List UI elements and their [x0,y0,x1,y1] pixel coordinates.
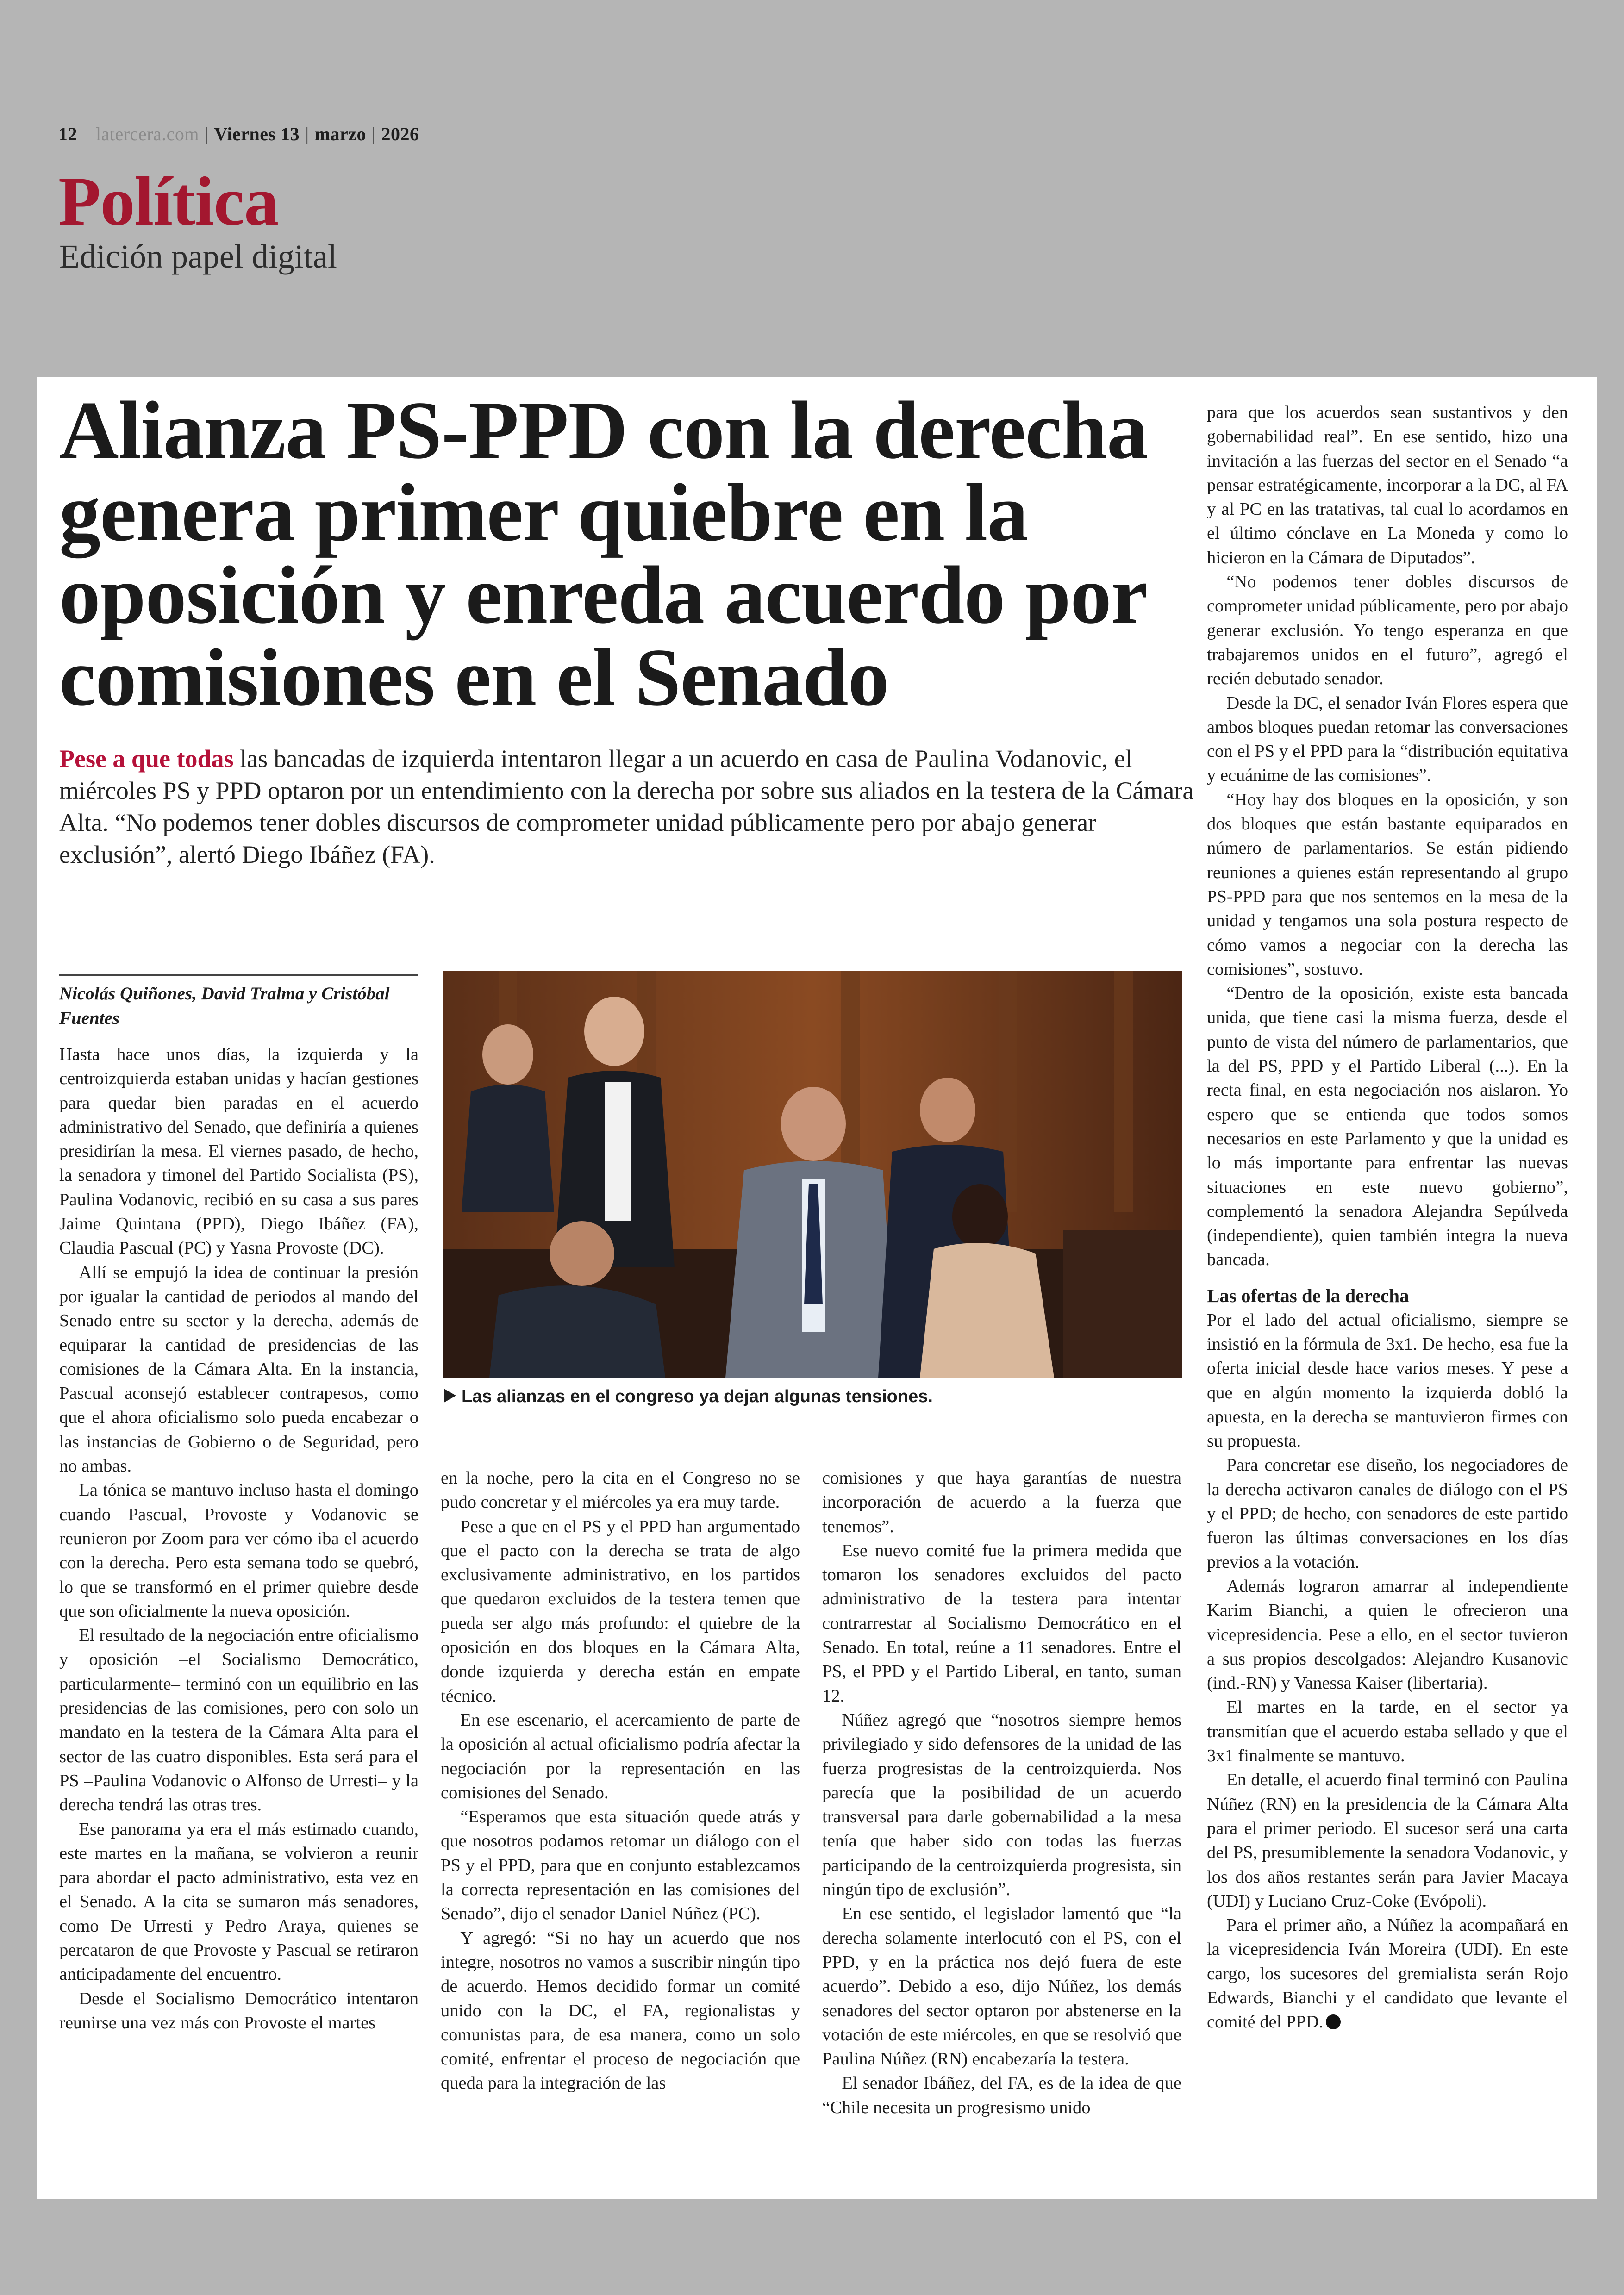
issue-month: marzo [314,124,366,144]
paragraph: Pese a que en el PS y el PPD han argumentado que el pacto con la derecha se trata de algo exclusivamente administrativo, en los partidos que quedaron excluidos de la testera temen que pueda ser algo más profundo: el quiebre de la oposición en dos bloques en la Cámara Alta, donde izquierda y derecha están en empate técnico. [441,1516,800,1706]
paragraph: En ese sentido, el legislador lamentó que “la derecha solamente interlocutó con el PS, con el PPD, y en la práctica nos dejó fuera de este acuerdo”. Debido a eso, dijo Núñez, los demás senadores del sector optaron por abstenerse en la votación de este miércoles, en que se resolvió que Paulina Núñez (RN) encabezaría la testera. [822,1904,1181,2069]
headline: Alianza PS-PPD con la derecha genera primer quiebre en la oposición y enreda acuerdo por comisiones en el Senado [59,384,1148,723]
photo-caption [443,1385,1182,1408]
paragraph: Ese nuevo comité fue la primera medida que tomaron los senadores excluidos del pacto administrativo de la testera para intentar contrarrestar al Socialismo Democrático en el Senado. En total, reúne a 11 senadores. Entre el PS, el PPD y el Partido Liberal, en tanto, suman 12. [822,1540,1181,1706]
paragraph: comisiones y que haya garantías de nuestra incorporación de acuerdo a la fuerza que tenemos”. [822,1468,1181,1536]
article-deck [59,743,1207,871]
senate-chamber-photo [443,971,1182,1378]
paragraph: En detalle, el acuerdo final terminó con Paulina Núñez (RN) en la presidencia de la Cámara Alta para el primer periodo. El sucesor será una carta del PS, presumiblemente la senadora Vodanovic, y los dos años restantes serán para Javier Macaya (UDI) y Luciano Cruz-Coke (Evópoli). [1207,1770,1568,1911]
deck-text: las bancadas de izquierda intentaron llegar a un acuerdo en casa de Paulina Vodanovic, el miércoles PS y PPD optaron por un entendimiento con la derecha por sobre sus aliados en la testera de la Cámara Alta. “No podemos tener dobles discursos de comprometer unidad públicamente pero por abajo generar exclusión”, alertó Diego Ibáñez (FA). [59,745,1194,868]
paragraph: El martes en la tarde, en el sector ya transmitían que el acuerdo estaba sellado y que el 3x1 finalmente se mantuvo. [1207,1697,1568,1766]
article-column-2 [441,1466,800,2095]
paragraph: La tónica se mantuvo incluso hasta el domingo cuando Pascual, Provoste y Vodanovic se reunieron por Zoom para ver cómo iba el acuerdo con la derecha. Pero esta semana todo se quebró, lo que se transformó en el primer quiebre desde que son oficialmente la nueva oposición. [59,1480,418,1621]
issue-year: 2026 [381,124,419,144]
article-page [37,377,1597,2199]
deck-kicker: Pese a que todas [59,745,234,773]
paragraph: Núñez agregó que “nosotros siempre hemos privilegiado y sido defensores de la unidad de las fuerza progresistas de la centroizquierda. Nos parecía que la posibilidad de un acuerdo transversal para darle gobernabilidad a la mesa tenía que haber sido con todas las fuerzas participando de la centroizquierda progresista, sin ningún tipo de exclusión”. [822,1710,1181,1900]
paragraph: El senador Ibáñez, del FA, es de la idea de que “Chile necesita un progresismo unido [822,2073,1181,2117]
section-title: Política [58,163,279,240]
paragraph: “Hoy hay dos bloques en la oposición, y son dos bloques que están bastante equiparados en número de parlamentarios. Se están pidiendo reuniones a quienes están representando al grupo PS-PPD para que nos sentemos en la mesa de la unidad y tengamos una sola postura respecto de cómo vamos a negociar con la derecha las comisiones”, sostuvo. [1207,790,1568,979]
page-number: 12 [58,124,77,144]
caption-arrow-icon [443,1388,457,1403]
end-mark-icon [1326,2014,1341,2029]
paragraph: en la noche, pero la cita en el Congreso no se pudo concretar y el miércoles ya era muy tarde. [441,1468,800,1512]
subheading: Las ofertas de la derecha [1207,1285,1409,1306]
article-column-1 [59,1042,418,2035]
page-folio: 12 latercera.com | Viernes 13 | marzo | 2026 [58,124,419,144]
paragraph: Desde la DC, el senador Iván Flores espera que ambos bloques puedan retomar las conversaciones con el PS y el PPD para la “distribución equitativa y ecuánime de las comisiones”. [1207,693,1568,786]
paragraph: Hasta hace unos días, la izquierda y la centroizquierda estaban unidas y hacían gestiones para quedar bien paradas en el acuerdo administrativo del Senado, que definiría a quienes presidirían la mesa. El viernes pasado, de hecho, la senadora y timonel del Partido Socialista (PS), Paulina Vodanovic, recibió en su casa a sus pares Jaime Quintana (PPD), Diego Ibáñez (FA), Claudia Pascual (PC) y Yasna Provoste (DC). [59,1045,418,1258]
paragraph: Y agregó: “Si no hay un acuerdo que nos integre, nosotros no vamos a suscribir ningún tipo de acuerdo. Hemos decidido formar un comité unido con la DC, el FA, regionalistas y comunistas para, de esa manera, como un solo comité, enfrentar el proceso de negociación que queda para la integración de las [441,1928,800,2093]
paragraph: Desde el Socialismo Democrático intentaron reunirse una vez más con Provoste el martes [59,1989,418,2033]
issue-day: Viernes 13 [214,124,300,144]
article-column-3 [822,1466,1181,2120]
paragraph: Ese panorama ya era el más estimado cuando, este martes en la mañana, se volvieron a reunir para abordar el pacto administrativo, esta vez en el Senado. A la cita se sumaron más senadores, como De Urresti y Pedro Araya, quienes se percataron de que Provoste y Pascual se retiraron anticipadamente del encuentro. [59,1819,418,1984]
section-subtitle: Edición papel digital [59,238,337,275]
paragraph: El resultado de la negociación entre oficialismo y oposición –el Socialismo Democrático, particularmente– terminó con un equilibrio en las presidencias de las comisiones, pero con solo un mandato en la testera de la Cámara Alta para el sector de las cuatro disponibles. Esta será para el PS –Paulina Vodanovic o Alfonso de Urresti– y la derecha tendrá las otras tres. [59,1626,418,1815]
paragraph-text: Para el primer año, a Núñez la acompañará en la vicepresidencia Iván Moreira (UDI). En este cargo, los sucesores del gremialista serán Rojo Edwards, Bianchi y el candidato que levante el comité del PPD. [1207,1915,1568,2032]
paragraph: “Esperamos que esta situación quede atrás y que nosotros podamos retomar un diálogo con el PS y el PPD, para que en conjunto establezcamos la correcta representación en las comisiones del Senado”, dijo el senador Daniel Núñez (PC). [441,1807,800,1924]
paragraph: En ese escenario, el acercamiento de parte de la oposición al actual oficialismo podría afectar la negociación por la representación en las comisiones del Senado. [441,1710,800,1802]
article-photo [443,971,1182,1378]
caption-text: Las alianzas en el congreso ya dejan algunas tensiones. [462,1387,933,1406]
paragraph: Para concretar ese diseño, los negociadores de la derecha activaron canales de diálogo con el PS y el PPD; de hecho, con senadores de este partido fueron las últimas conversaciones en los días previos a la votación. [1207,1455,1568,1572]
paragraph: “No podemos tener dobles discursos de comprometer unidad públicamente, pero por abajo generar exclusión. Yo tengo esperanza en que trabajaremos unidos en el futuro”, agregó el recién debutado senador. [1207,572,1568,689]
site-name: latercera.com [96,124,200,144]
paragraph: Por el lado del actual oficialismo, siempre se insistió en la fórmula de 3x1. De hecho, esa fue la oferta inicial desde hace varios meses. Y pese a que en algún momento la izquierda dobló la apuesta, en la derecha se mantuvieron firmes con su propuesta. [1207,1310,1568,1451]
paragraph: para que los acuerdos sean sustantivos y den gobernabilidad real”. En ese sentido, hizo una invitación a las fuerzas del sector en el Senado “a pensar estratégicamente, incorporar a la DC, al FA y al PC en las tratativas, tal cual lo acordamos en el último cónclave en La Moneda y como lo hicieron en la Cámara de Diputados”. [1207,403,1568,568]
paragraph [1207,1913,1568,2034]
paragraph: Allí se empujó la idea de continuar la presión por igualar la cantidad de periodos al mando del Senado entre su sector y la derecha, además de equiparar la cantidad de presidencias de las comisiones de la Cámara Alta. En la instancia, Pascual aconsejó establecer contrapesos, como que el ahora oficialismo solo pueda encabezar o las instancias de Gobierno o de Seguridad, pero no ambas. [59,1262,418,1476]
article-column-4 [1207,400,1568,2034]
paragraph: “Dentro de la oposición, existe esta bancada unida, que tiene casi la misma fuerza, desde el punto de vista del número de parlamentarios, que la del PS, PPD y el Partido Liberal (...). En la recta final, en esta negociación nos aislaron. Yo espero que se entienda que todos somos necesarios en este Parlamento y que la unidad es lo más importante para enfrentar las nuevas situaciones en este nuevo gobierno”, complementó la senadora Alejandra Sepúlveda (independiente), quien también integra la nueva bancada. [1207,984,1568,1270]
byline: Nicolás Quiñones, David Tralma y Cristóbal Fuentes [59,974,418,1030]
paragraph: Además lograron amarrar al independiente Karim Bianchi, a quien le ofrecieron una vicepresidencia. Pese a ello, en el sector tuvieron a sus propios descolgados: Alejandro Kusanovic (ind.-RN) y Vanessa Kaiser (libertaria). [1207,1576,1568,1693]
